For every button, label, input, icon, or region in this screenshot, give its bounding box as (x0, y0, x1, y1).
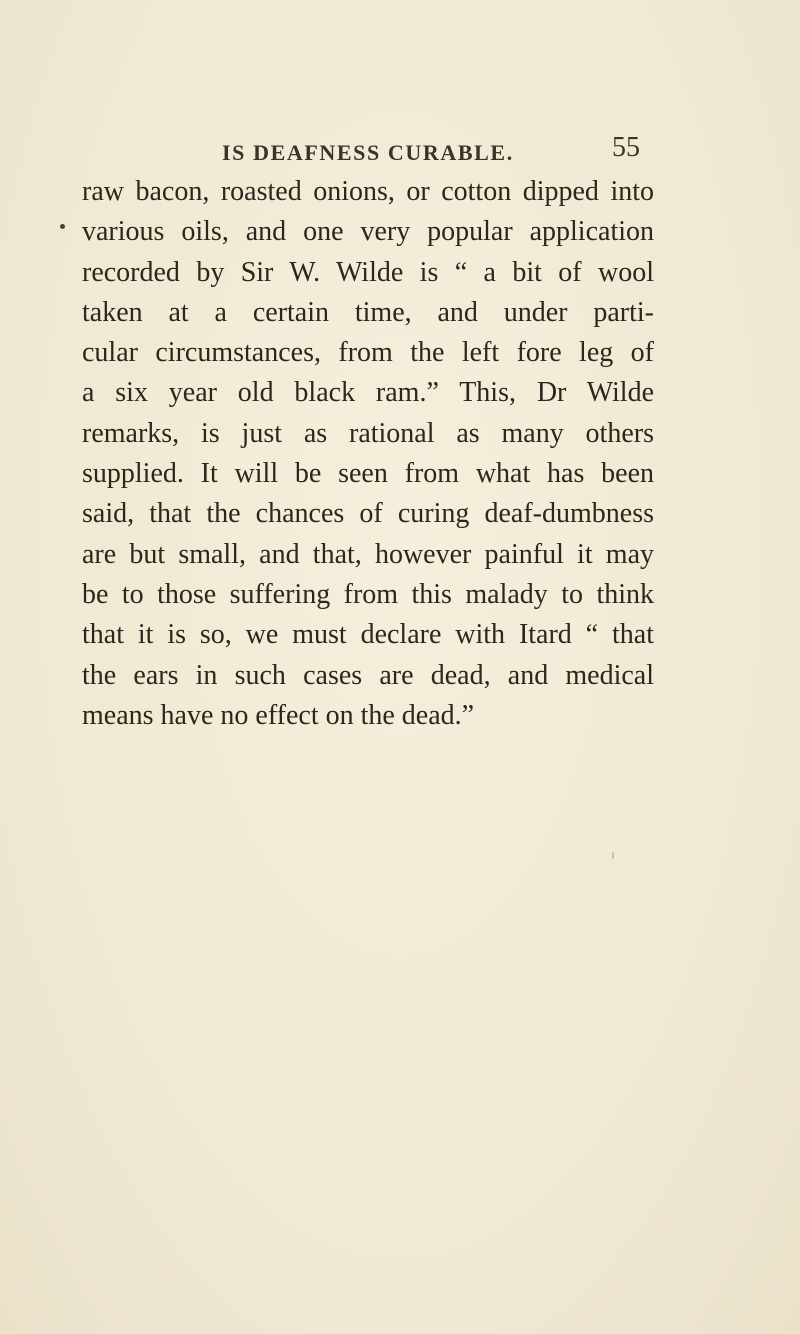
text-line: that it is so, we must declare with Itard “ that (82, 619, 654, 651)
text-line: supplied. It will be seen from what has been (82, 458, 654, 490)
running-head (0, 130, 800, 170)
text-line: the ears in such cases are dead, and medical (82, 659, 654, 691)
text-line: cular circumstances, from the left fore leg of (82, 337, 654, 369)
page-number: 55 (612, 132, 640, 163)
text-line: means have no effect on the dead.” (82, 699, 475, 731)
text-line: a six year old black ram.” This, Dr Wilde (82, 377, 654, 409)
text-line: be to those suffering from this malady to think (82, 578, 654, 610)
text-line: taken at a certain time, and under parti- (82, 296, 654, 328)
text-line: remarks, is just as rational as many others (82, 417, 654, 449)
text-line: raw bacon, roasted onions, or cotton dipped into (82, 176, 654, 207)
text-line: various oils, and one very popular application (82, 216, 654, 248)
paper-speck (612, 852, 614, 859)
body-paragraph (82, 172, 654, 736)
text-line: are but small, and that, however painful it may (82, 538, 654, 570)
running-title: IS DEAFNESS CURABLE. (222, 140, 514, 165)
text-line: recorded by Sir W. Wilde is “ a bit of wool (82, 256, 654, 288)
margin-dot (60, 224, 65, 229)
text-line: said, that the chances of curing deaf-dumbness (82, 498, 654, 530)
